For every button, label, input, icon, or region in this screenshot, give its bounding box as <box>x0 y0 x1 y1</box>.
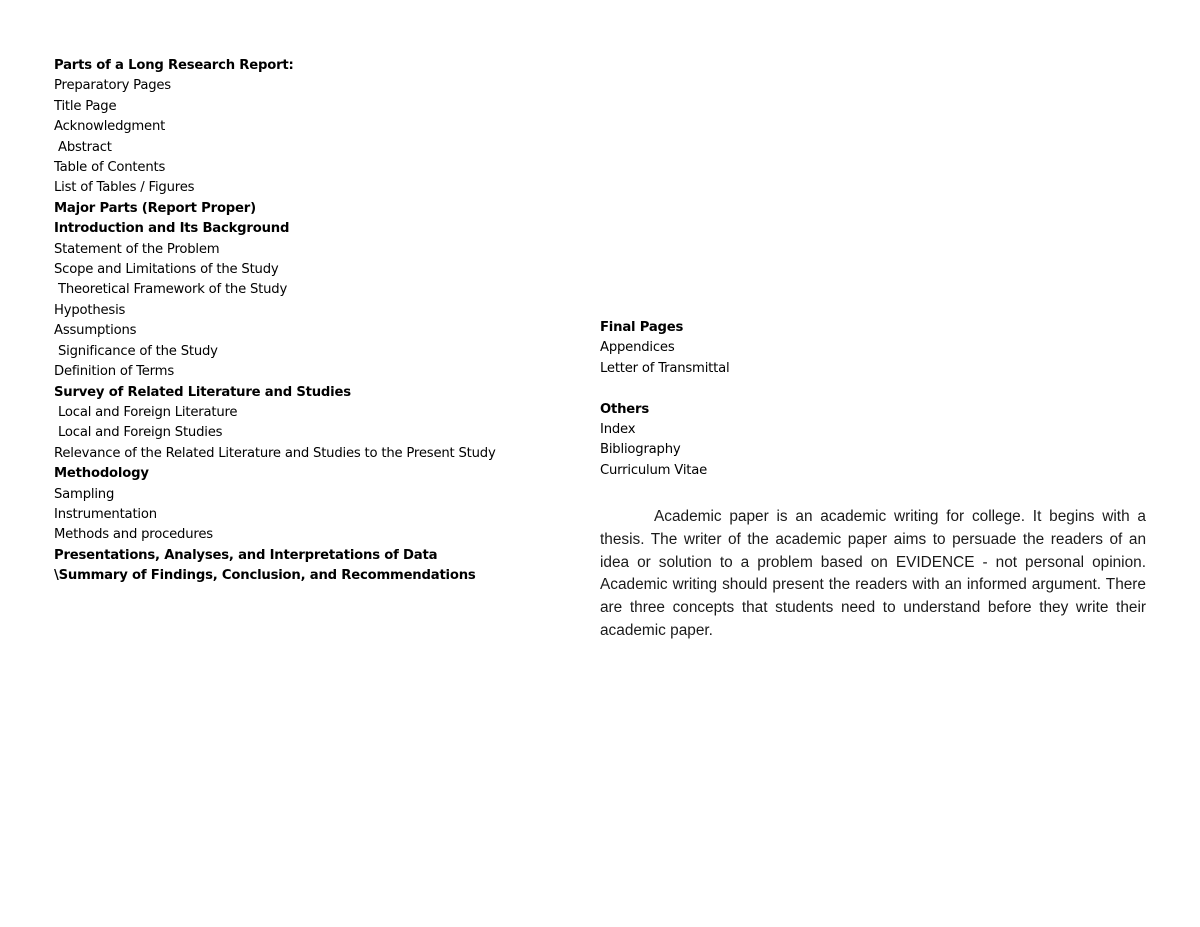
outline-item: Title Page <box>54 98 117 114</box>
outline-item: Instrumentation <box>54 506 157 522</box>
outline-item: Letter of Transmittal <box>600 360 730 376</box>
section-heading-major: Major Parts (Report Proper) <box>54 200 256 216</box>
section-heading-summary: \Summary of Findings, Conclusion, and Recommendations <box>54 568 476 584</box>
report-parts-outline <box>54 56 574 587</box>
outline-item: Acknowledgment <box>54 119 166 135</box>
outline-item: Assumptions <box>54 323 137 339</box>
section-heading-others: Others <box>600 401 650 417</box>
outline-item: Significance of the Study <box>54 343 218 359</box>
outline-item: Definition of Terms <box>54 364 174 380</box>
outline-item: Bibliography <box>600 442 681 458</box>
outline-item: Scope and Limitations of the Study <box>54 262 279 278</box>
outline-item: Sampling <box>54 486 115 502</box>
section-heading-introduction: Introduction and Its Background <box>54 221 290 237</box>
outline-item: Hypothesis <box>54 302 126 318</box>
section-heading-survey: Survey of Related Literature and Studies <box>54 384 351 400</box>
outline-item: Curriculum Vitae <box>600 462 708 478</box>
academic-paper-paragraph: Academic paper is an academic writing for college. It begins with a thesis. The writer of the academic paper aims to persuade the readers of an idea or solution to a problem based on EVIDENCE - not personal opinion. Academic writing should present the readers with an informed argument. There are three concepts that students need to understand before they write their academic paper. <box>600 508 1146 639</box>
outline-item: Statement of the Problem <box>54 241 220 257</box>
section-heading-presentation: Presentations, Analyses, and Interpretations of Data <box>54 547 438 563</box>
section-heading-final: Final Pages <box>600 320 684 335</box>
outline-item: Appendices <box>600 340 675 356</box>
outline-item: List of Tables / Figures <box>54 180 195 196</box>
outline-item: Theoretical Framework of the Study <box>54 282 288 298</box>
outline-item: Relevance of the Related Literature and Studies to the Present Study <box>54 445 496 461</box>
outline-item: Local and Foreign Studies <box>54 425 223 441</box>
outline-item: Table of Contents <box>54 160 166 176</box>
outline-item: Methods and procedures <box>54 527 213 543</box>
section-heading-methodology: Methodology <box>54 466 149 482</box>
outline-item: Local and Foreign Literature <box>54 404 238 420</box>
outline-item: Index <box>600 422 636 438</box>
blank-line <box>600 379 1146 399</box>
outline-item: Abstract <box>54 139 112 155</box>
outline-item: Preparatory Pages <box>54 78 171 94</box>
outline-heading: Parts of a Long Research Report: <box>54 58 294 73</box>
final-pages-outline <box>600 318 1146 481</box>
